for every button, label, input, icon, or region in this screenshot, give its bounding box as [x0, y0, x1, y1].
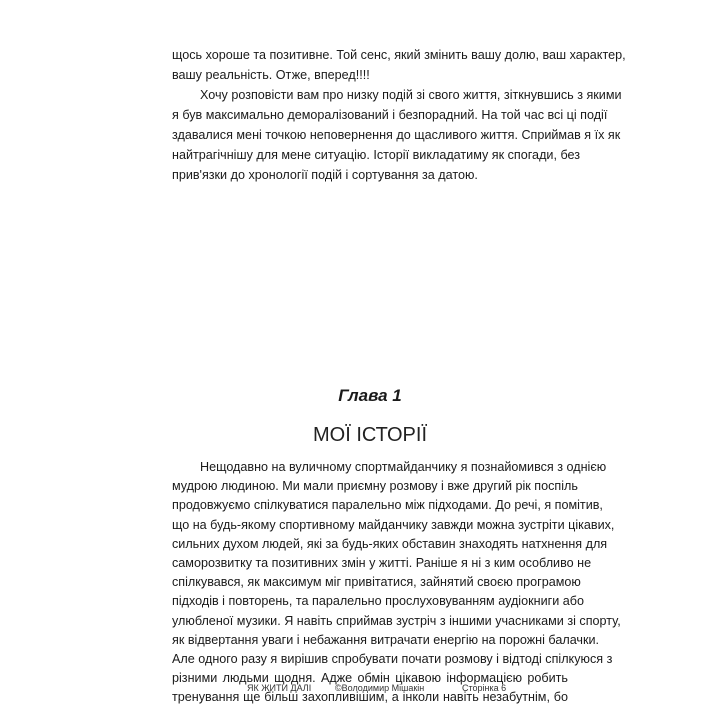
- text-line: Але одного разу я вирішив спробувати почати розмову і відтоді спілкуюся з: [172, 651, 613, 666]
- footer-page-number: Сторінка 6: [462, 683, 507, 693]
- text-line: тренування ще більш захопливішим, а інколи навіть незабутнім, бо: [172, 690, 568, 705]
- text-line: як відвертання уваги і небажання витрачати енергію на порожні балачки.: [172, 632, 600, 647]
- text-line: улюбленої музики. Я навіть сприймав зустріч з іншими учасниками зі спорту,: [172, 613, 621, 628]
- chapter-title: МОЇ ІСТОРІЇ: [313, 424, 427, 446]
- text-line: що на будь-якому спортивному майданчику завжди можна зустріти цікавих,: [172, 517, 615, 532]
- text-line: підходів і повторень, та паралельно прослуховуванням аудіокниги або: [172, 594, 584, 609]
- text-line: сильних духом людей, які за будь-яких обставин знаходять натхнення для: [172, 536, 608, 551]
- text-line: спілкувався, як максимум міг привітатися, зайнятий своєю програмою: [172, 575, 581, 590]
- text-line: продовжуємо спілкуватися паралельно між підходами. До речі, я помітив,: [172, 498, 603, 513]
- text-line: вашу реальність. Отже, вперед!!!!: [172, 68, 370, 82]
- chapter-body: [172, 458, 621, 707]
- text-line: Хочу розповісти вам про низку подій зі свого життя, зіткнувшись з якими: [200, 88, 622, 102]
- intro-text: [172, 45, 626, 185]
- text-line: різними людьми щодня. Адже обмін цікавою інформацією робить: [172, 671, 568, 686]
- chapter-label: Глава 1: [338, 386, 402, 405]
- text-line: щось хороше та позитивне. Той сенс, який змінить вашу долю, ваш характер,: [172, 48, 626, 62]
- footer-author: ©Володимир Мішакін: [335, 683, 425, 693]
- text-line: прив'язки до хронології подій і сортування за датою.: [172, 168, 478, 182]
- text-line: найтрагічнішу для мене ситуацію. Історії викладатиму як спогади, без: [172, 148, 581, 162]
- text-line: здавалися мені точкою неповернення до щасливого життя. Сприймав я їх як: [172, 128, 621, 142]
- footer-book-title: ЯК ЖИТИ ДАЛІ: [247, 683, 312, 693]
- text-line: мудрою людиною. Ми мали приємну розмову і вже другий рік поспіль: [172, 479, 578, 494]
- text-line: я був максимально деморалізований і безпорадний. На той час всі ці події: [172, 108, 608, 122]
- text-line: Нещодавно на вуличному спортмайданчику я познайомився з однією: [200, 460, 607, 474]
- text-line: саморозвитку та позитивних змін у житті. Раніше я ні з ким особливо не: [172, 555, 592, 570]
